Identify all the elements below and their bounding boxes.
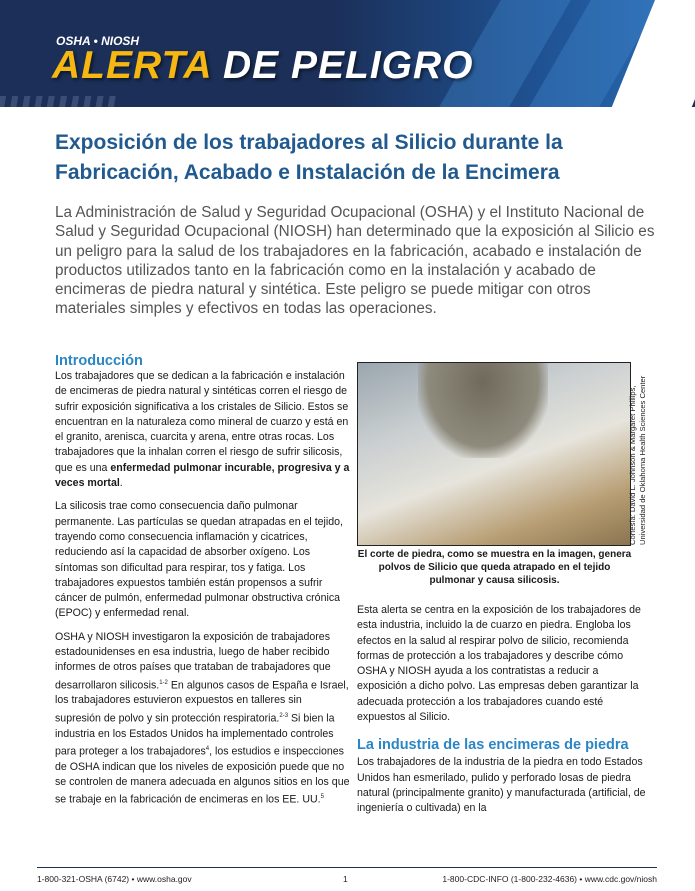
photo-caption: El corte de piedra, como se muestra en la imagen, genera polvos de Silicio que queda atrapado en el tejido pulmonar y causa silicosis. [357,549,632,586]
stone-cutting-photo [357,362,631,546]
footnote-ref: 4 [205,745,210,752]
alert-brand [52,44,474,88]
text: . [119,477,123,490]
text: Si bien la industria en los Estados Unidos ha implementado controles para proteger a los trabajadores [55,712,335,758]
intro-paragraph-2: La silicosis trae como consecuencia daño pulmonar permanente. Las partículas se quedan atrapadas en el tejido, trayendo como consecuencia inflamación y cicatrices, reduciendo así la capacidad de absorber oxígeno. Los síntomas son dificultad para respirar, tos y fatiga. Los trabajadores expuestos también están propensos a sufrir cáncer de pulmón, enfermedad pulmonar obstructiva crónica (EPOC) y enfermedad renal. [55,500,343,620]
footnote-ref: 1-2 [159,679,168,686]
credit-line: Universidad de Oklahoma Health Sciences Center [638,375,647,545]
footer-niosh-contact: 1-800-CDC-INFO (1-800-232-4636) • www.cdc.gov/niosh [442,874,657,884]
intro-paragraph-3 [55,630,350,808]
brand-de-peligro: DE PELIGRO [222,44,474,87]
photo-credit [628,355,648,545]
industry-paragraph: Los trabajadores de la industria de la piedra en todo Estados Unidos han esmerilado, pulido y perforado losas de piedra natural (principalmente granito) y manufacturada (artificial, de ingeniería o cultivada) en la [357,756,646,815]
text: , los estudios e inspecciones de OSHA indican que los niveles de exposición puede que no se controlen de manera adecuada en algunos sitios en los que se trabaje en la fabricación de encimeras en los EE. UU. [55,745,350,806]
lead-paragraph: La Administración de Salud y Seguridad Ocupacional (OSHA) y el Instituto Nacional de Salud y Seguridad Ocupacional (NIOSH) han determinado que la exposición al Silicio es un peligro para la salud de los trabajadores en la fabricación, acabado e instalación de productos utilizados tanto en la fabricación como en la instalación y acabado de encimeras de piedra natural y sintética. Este peligro se puede mitigar con otros materiales simples y efectivos en todas las operaciones. [55,204,655,318]
banner-stripes [0,96,120,107]
text: OSHA y NIOSH investigaron la exposición de trabajadores estadounidenses en esa industria, luego de haber recibido informes de otros países que trataban de trabajadores que desarrollaron silicosis. [55,630,331,692]
page-number: 1 [343,874,348,884]
text: Los trabajadores que se dedican a la fabricación e instalación de encimeras de piedra natural y sintéticas corren el riesgo de sufrir exposición significativa a los cristales de Silicio. Estos se encuentran en la naturaleza como mineral de cuarzo y está en el granito, arenisca, cuarcita y arena, entre otras rocas. Los trabajadores que la inhalan corren el riesgo de sufrir silicosis, que es una [55,370,349,474]
brand-alerta: ALERTA [52,44,212,87]
bold-text: enfermedad pulmonar incurable, progresiva y a veces mortal [55,461,350,490]
focus-paragraph: Esta alerta se centra en la exposición de los trabajadores de esta industria, incluido la de cuarzo en piedra. Engloba los efectos en la salud al respirar polvo de silicio, recomienda formas de protección a los trabajadores y describe cómo OSHA y NIOSH ayuda a los contratistas a reducir a exposición a dicho polvo. Las empresas deben garantizar la adecuada protección a los trabajadores cuando esté expuestos al Silicio. [357,604,641,724]
industry-heading: La industria de las encimeras de piedra [357,737,629,754]
intro-paragraph-1 [55,369,350,491]
agency-kicker: OSHA • NIOSH [56,34,140,48]
text: En algunos casos de España e Israel, los trabajadores estuvieron expuestos en talleres sin supresión de polvo y sin protección respiratoria. [55,679,349,725]
credit-line: Cortesía: David L. Johnson & Margaret Phillips, [628,385,637,545]
footer-osha-contact: 1-800-321-OSHA (6742) • www.osha.gov [37,874,192,884]
intro-heading: Introducción [55,353,143,369]
document-title: Exposición de los trabajadores al Silicio durante la Fabricación, Acabado e Instalación de la Encimera [55,131,563,184]
footer-divider [37,867,657,868]
footnote-ref: 2-3 [279,712,289,719]
right-column [357,603,647,825]
worker-figure [418,363,548,458]
header-banner [0,0,695,107]
left-column [55,353,350,816]
footnote-ref: 5 [320,794,324,801]
